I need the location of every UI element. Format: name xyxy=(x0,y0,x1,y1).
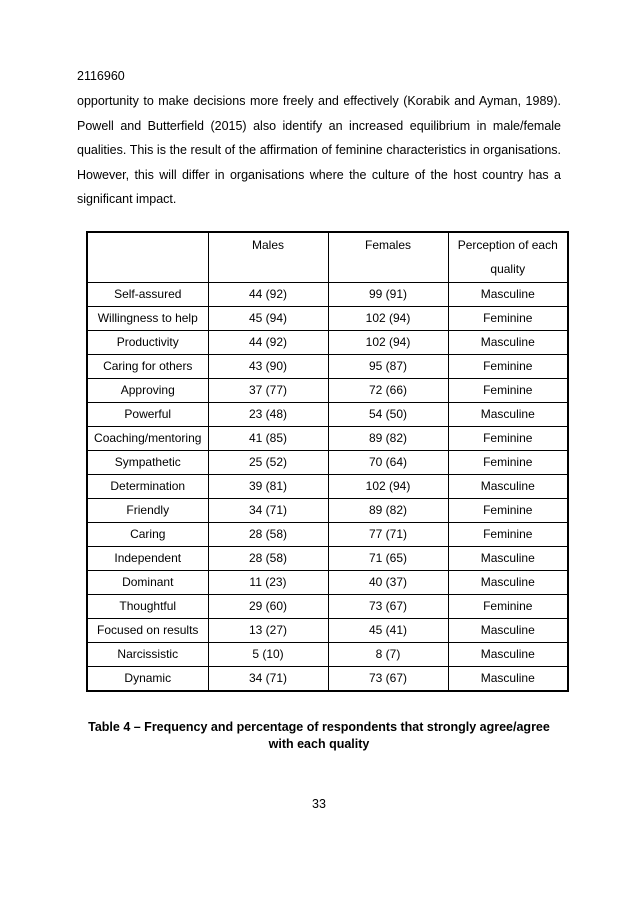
table-row xyxy=(87,403,568,427)
perception-cell: Feminine xyxy=(448,355,568,379)
document-id: 2116960 xyxy=(77,69,125,83)
quality-cell: Caring xyxy=(87,523,208,547)
table-row xyxy=(87,547,568,571)
table-header-row xyxy=(87,232,568,283)
perception-cell: Masculine xyxy=(448,643,568,667)
qualities-table xyxy=(86,231,569,692)
quality-cell: Powerful xyxy=(87,403,208,427)
perception-cell: Feminine xyxy=(448,307,568,331)
males-cell: 43 (90) xyxy=(208,355,328,379)
table-row xyxy=(87,427,568,451)
quality-cell: Approving xyxy=(87,379,208,403)
perception-cell: Feminine xyxy=(448,427,568,451)
perception-cell: Masculine xyxy=(448,619,568,643)
females-cell: 54 (50) xyxy=(328,403,448,427)
males-cell: 13 (27) xyxy=(208,619,328,643)
table-body xyxy=(87,283,568,692)
males-cell: 44 (92) xyxy=(208,283,328,307)
quality-cell: Dynamic xyxy=(87,667,208,692)
body-paragraph: opportunity to make decisions more freely and effectively (Korabik and Ayman, 1989). Powell and Butterfield (2015) also identify an increased equilibrium in male/female qualities. This is the result of the affirmation of feminine characteristics in organisations. However, this will differ in organisations where the culture of the host country has a significant impact. xyxy=(77,94,561,206)
table-row xyxy=(87,523,568,547)
perception-cell: Feminine xyxy=(448,595,568,619)
females-cell: 40 (37) xyxy=(328,571,448,595)
females-cell: 71 (65) xyxy=(328,547,448,571)
quality-cell: Productivity xyxy=(87,331,208,355)
table-row xyxy=(87,475,568,499)
males-cell: 34 (71) xyxy=(208,499,328,523)
perception-cell: Masculine xyxy=(448,403,568,427)
females-cell: 89 (82) xyxy=(328,427,448,451)
table-row xyxy=(87,379,568,403)
males-cell: 23 (48) xyxy=(208,403,328,427)
table-row xyxy=(87,643,568,667)
females-cell: 77 (71) xyxy=(328,523,448,547)
perception-cell: Feminine xyxy=(448,523,568,547)
females-cell: 73 (67) xyxy=(328,667,448,692)
header-cell-males: Males xyxy=(208,232,328,283)
table-caption: Table 4 – Frequency and percentage of respondents that strongly agree/agree with each quality xyxy=(88,720,550,751)
header-cell-females: Females xyxy=(328,232,448,283)
table-row xyxy=(87,667,568,692)
perception-cell: Masculine xyxy=(448,475,568,499)
table-row xyxy=(87,571,568,595)
perception-cell: Feminine xyxy=(448,451,568,475)
perception-cell: Feminine xyxy=(448,379,568,403)
quality-cell: Sympathetic xyxy=(87,451,208,475)
females-cell: 95 (87) xyxy=(328,355,448,379)
table-row xyxy=(87,355,568,379)
males-cell: 44 (92) xyxy=(208,331,328,355)
females-cell: 102 (94) xyxy=(328,307,448,331)
males-cell: 39 (81) xyxy=(208,475,328,499)
quality-cell: Caring for others xyxy=(87,355,208,379)
males-cell: 34 (71) xyxy=(208,667,328,692)
table-row xyxy=(87,619,568,643)
males-cell: 29 (60) xyxy=(208,595,328,619)
males-cell: 45 (94) xyxy=(208,307,328,331)
page-number: 33 xyxy=(312,797,326,811)
perception-cell: Masculine xyxy=(448,571,568,595)
quality-cell: Dominant xyxy=(87,571,208,595)
females-cell: 102 (94) xyxy=(328,475,448,499)
table-row xyxy=(87,283,568,307)
males-cell: 25 (52) xyxy=(208,451,328,475)
females-cell: 8 (7) xyxy=(328,643,448,667)
quality-cell: Determination xyxy=(87,475,208,499)
table-row xyxy=(87,307,568,331)
table-row xyxy=(87,499,568,523)
quality-cell: Friendly xyxy=(87,499,208,523)
perception-cell: Masculine xyxy=(448,667,568,692)
males-cell: 5 (10) xyxy=(208,643,328,667)
table-row xyxy=(87,331,568,355)
quality-cell: Willingness to help xyxy=(87,307,208,331)
females-cell: 99 (91) xyxy=(328,283,448,307)
table-row xyxy=(87,451,568,475)
males-cell: 11 (23) xyxy=(208,571,328,595)
quality-cell: Self-assured xyxy=(87,283,208,307)
females-cell: 45 (41) xyxy=(328,619,448,643)
quality-cell: Independent xyxy=(87,547,208,571)
males-cell: 28 (58) xyxy=(208,547,328,571)
females-cell: 73 (67) xyxy=(328,595,448,619)
males-cell: 41 (85) xyxy=(208,427,328,451)
males-cell: 37 (77) xyxy=(208,379,328,403)
quality-cell: Coaching/mentoring xyxy=(87,427,208,451)
header-cell-perception: Perception of each quality xyxy=(448,232,568,283)
females-cell: 89 (82) xyxy=(328,499,448,523)
perception-cell: Masculine xyxy=(448,283,568,307)
quality-cell: Narcissistic xyxy=(87,643,208,667)
quality-cell: Focused on results xyxy=(87,619,208,643)
perception-cell: Feminine xyxy=(448,499,568,523)
females-cell: 70 (64) xyxy=(328,451,448,475)
quality-cell: Thoughtful xyxy=(87,595,208,619)
perception-cell: Masculine xyxy=(448,331,568,355)
perception-cell: Masculine xyxy=(448,547,568,571)
males-cell: 28 (58) xyxy=(208,523,328,547)
table-row xyxy=(87,595,568,619)
header-cell-quality xyxy=(87,232,208,283)
females-cell: 102 (94) xyxy=(328,331,448,355)
females-cell: 72 (66) xyxy=(328,379,448,403)
